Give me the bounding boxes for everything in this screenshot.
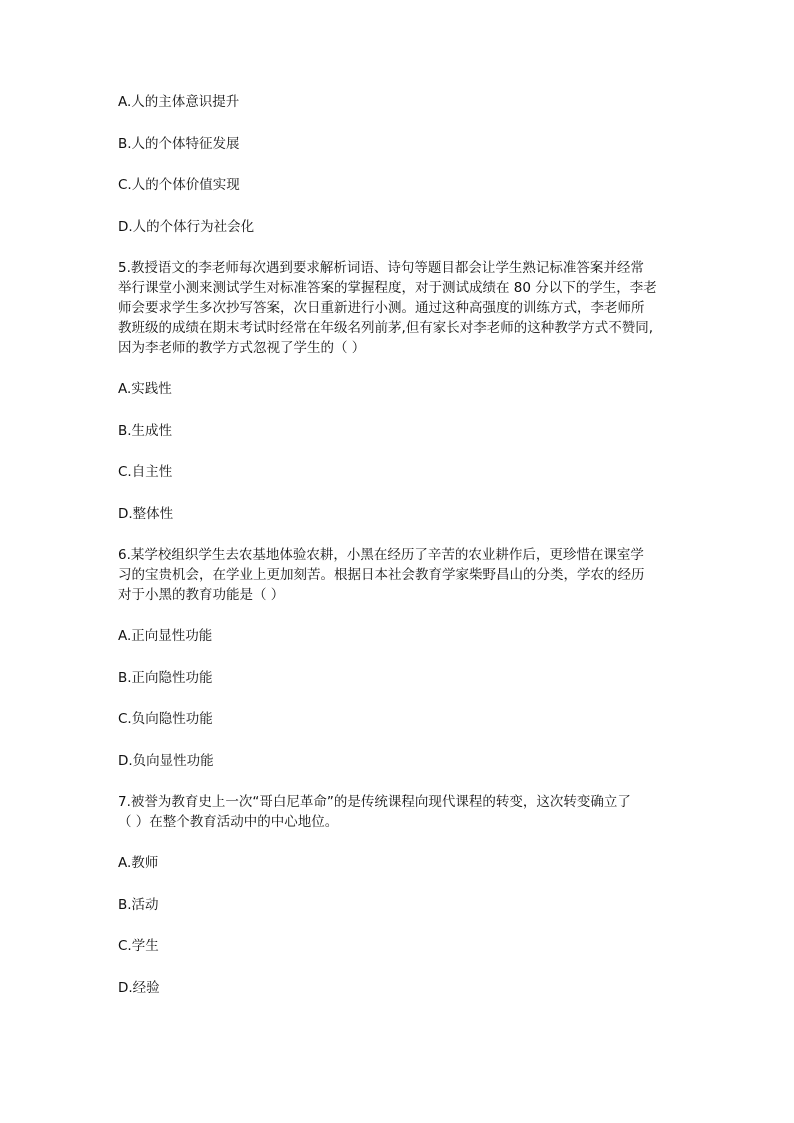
question-stem-line: 5.教授语文的李老师每次遇到要求解析词语、诗句等题目都会让学生熟记标准答案并经常 bbox=[118, 260, 644, 276]
question-stem-line: 7.被誉为教育史上一次“哥白尼革命”的是传统课程向现代课程的转变，这次转变确立了 bbox=[118, 794, 631, 810]
question-stem-line: 师会要求学生多次抄写答案，次日重新进行小测。通过这种高强度的训练方式，李老师所 bbox=[118, 300, 645, 316]
option-c: C.自主性 bbox=[118, 464, 173, 480]
question-stem-line: 因为李老师的教学方式忽视了学生的（ ） bbox=[118, 340, 366, 356]
question-5-stem bbox=[118, 258, 688, 358]
option-c: C.负向隐性功能 bbox=[118, 711, 213, 727]
question-7 bbox=[118, 792, 688, 998]
option-c: C.学生 bbox=[118, 938, 159, 954]
option-d: D.经验 bbox=[118, 979, 160, 996]
option-d: D.整体性 bbox=[118, 505, 174, 522]
question-stem-line: 6.某学校组织学生去农基地体验农耕，小黑在经历了辛苦的农业耕作后，更珍惜在课室学 bbox=[118, 547, 644, 563]
question-stem-line: 对于小黑的教育功能是（ ） bbox=[118, 587, 285, 603]
question-stem-line: 习的宝贵机会，在学业上更加刻苦。根据日本社会教育学家柴野昌山的分类，学农的经历 bbox=[118, 567, 645, 583]
question-stem-line: 举行课堂小测来测试学生对标准答案的掌握程度，对于测试成绩在 80 分以下的学生，李老 bbox=[118, 280, 657, 296]
question-6-stem bbox=[118, 545, 688, 605]
option-d: D.人的个体行为社会化 bbox=[118, 218, 255, 235]
document-page bbox=[118, 92, 688, 1019]
option-a: A.正向显性功能 bbox=[118, 628, 213, 644]
option-b: B.正向隐性功能 bbox=[118, 669, 213, 686]
option-b: B.生成性 bbox=[118, 422, 173, 439]
question-stem-line: 教班级的成绩在期末考试时经常在年级名列前茅,但有家长对李老师的这种教学方式不赞同, bbox=[118, 320, 654, 336]
question-7-stem bbox=[118, 792, 688, 832]
option-b: B.活动 bbox=[118, 896, 159, 913]
option-a: A.教师 bbox=[118, 855, 159, 871]
option-a: A.实践性 bbox=[118, 381, 172, 397]
option-d: D.负向显性功能 bbox=[118, 752, 214, 769]
option-a: A.人的主体意识提升 bbox=[118, 94, 240, 110]
question-6 bbox=[118, 545, 688, 771]
question-4-options bbox=[118, 92, 688, 237]
question-stem-line: （ ）在整个教育活动中的中心地位。 bbox=[118, 814, 339, 830]
option-b: B.人的个体特征发展 bbox=[118, 135, 240, 152]
question-5 bbox=[118, 258, 688, 524]
option-c: C.人的个体价值实现 bbox=[118, 177, 240, 193]
